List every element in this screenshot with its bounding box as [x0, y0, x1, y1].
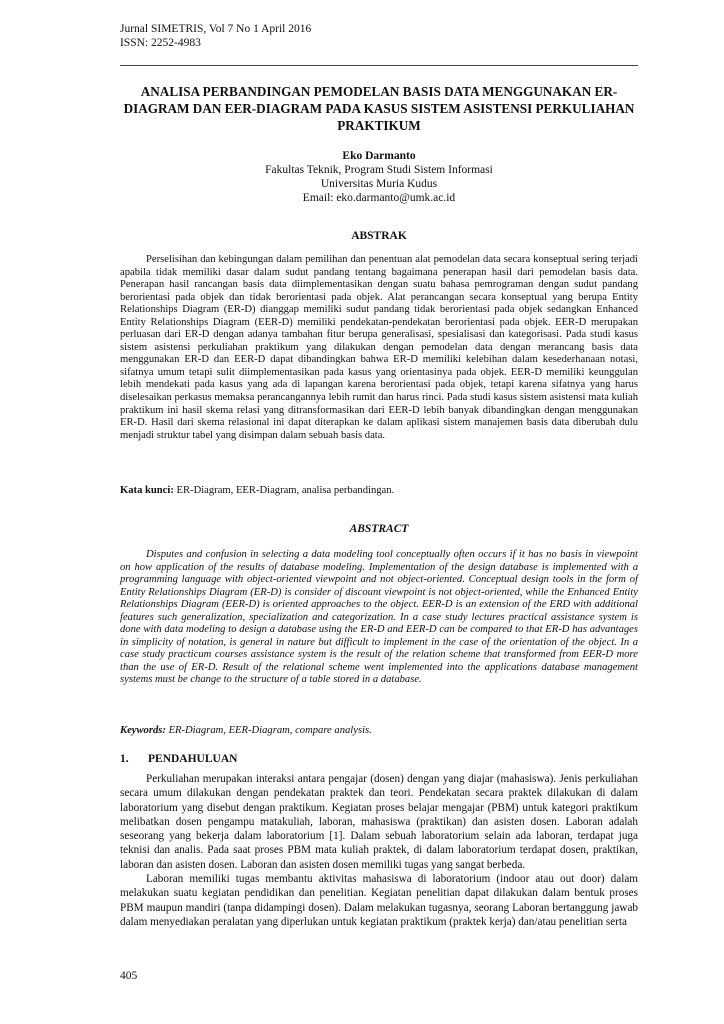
page-number: 405 [120, 970, 138, 982]
section-title: PENDAHULUAN [148, 753, 238, 765]
author-affiliation: Fakultas Teknik, Program Studi Sistem Informasi [265, 164, 493, 176]
abstract-text: Disputes and confusion in selecting a data modeling tool conceptually often occurs if it has no basis in viewpoint on how application of the results of database modeling. Implementation of the design database is implemented with a programming language with object-oriented viewpoint and not object-oriented. Conceptual design tools in the form of Entity Relationships Diagram (ER-D) is consider of discount viewpoint is not object-oriented, while the Enhanced Entity Relationships Diagram (EER-D) is oriented approaches to the object. EER-D is an extension of the ERD with additional features such generalization, specialization and categorization. In a case study lectures practical assistance system is done with data modeling to design a database using the ER-D and EER-D can be compared to that ER-D has advantages in simplicity of notation, is general in nature but difficult to implement in the case of the orientation of the object. In a case study practicum courses assistance system is the result of the relation scheme that transformed from EER-D more than the use of ER-D. Result of the relational scheme went implemented into the applications database management systems must be change to the structure of a table stored in a database. [120, 549, 638, 686]
author-university: Universitas Muria Kudus [320, 178, 438, 190]
keywords-text: ER-Diagram, EER-Diagram, compare analysis. [168, 725, 372, 736]
abstrak-heading: ABSTRAK [351, 230, 407, 242]
body-paragraph-2: Laboran memiliki tugas membantu aktivitas mahasiswa di laboratorium (indoor atau out door) dalam melakukan suatu kegiatan pendidikan dan penelitian. Kegiatan penelitian dapat dilakukan dalam bentuk proses PBM maupun mandiri (tanpa didampingi dosen). Dalam melakukan tugasnya, seorang Laboran bertanggung jawab dalam menyediakan peralatan yang diperlukan untuk kegiatan praktikum (praktek kerja) dan/atau penelitian serta [120, 873, 638, 928]
abstrak-text: Perselisihan dan kebingungan dalam pemilihan dan penentuan alat pemodelan data secara konseptual sering terjadi apabila tidak memiliki dasar dalam sudut pandang tentang bagaimana penerapan hasil dari pemodelan basis data. Penerapan hasil rancangan basis data diimplementasikan dengan suatu bahasa pemrograman dengan sudut pandang berorientasi pada objek dan tidak berorientasi pada objek. Alat perancangan secara konseptual yang berupa Entity Relationships Diagram (ER-D) dianggap memiliki sudut pandang tidak berorientasi pada objek sedangkan Enhanced Entity Relationships Diagram (EER-D) memiliki pendekatan-pendekatan berorientasi pada objek. EER-D merupakan perluasan dari ER-D dengan adanya tambahan fitur berupa generalisasi, spesialisasi dan kategorisasi. Pada studi kasus sistem asistensi perkuliahan praktikum yang dilakukan dengan pemodelan data dengan merancang basis data menggunakan ER-D dan EER-D dapat dibandingkan bahwa ER-D memiliki kelebihan dalam kesederhanaan notasi, sifatnya umum tetapi sulit diimplementasikan pada kasus yang orientasinya pada objek. EER-D memiliki keunggulan lebih mendekati pada kasus yang ada di lapangan karena berorientasi pada objek, tetapi karena sifatnya yang harus diselesaikan perkasus memaksa perancangannya lebih rumit dan harus rinci. Pada studi kasus sistem asistensi mata kuliah praktikum ini hasil skema relasi yang ditransformasikan dari EER-D lebih banyak dibandingkan dengan menggunakan ER-D. Hasil dari skema relasional ini dapat diterapkan ke dalam aplikasi sistem manajemen basis data diberubah dulu menjadi struktur tabel yang disimpan dalam sebuah basis data. [120, 254, 638, 441]
section-number: 1. [120, 753, 129, 765]
abstract-heading: ABSTRACT [349, 523, 409, 535]
kata-kunci-text: ER-Diagram, EER-Diagram, analisa perbandingan. [176, 485, 395, 496]
keywords-label: Keywords: [120, 725, 166, 736]
issn: ISSN: 2252-4983 [120, 37, 201, 49]
header-rule [120, 65, 638, 66]
paper-title: ANALISA PERBANDINGAN PEMODELAN BASIS DATA MENGGUNAKAN ER-DIAGRAM DAN EER-DIAGRAM PADA KASUS SISTEM ASISTENSI PERKULIAHAN PRAKTIKUM [123, 84, 635, 133]
author-name: Eko Darmanto [342, 150, 416, 162]
journal-name: Jurnal SIMETRIS, Vol 7 No 1 April 2016 [120, 23, 312, 35]
running-header [120, 22, 311, 50]
kata-kunci [120, 484, 638, 497]
body-paragraph-1: Perkuliahan merupakan interaksi antara pengajar (dosen) dengan yang diajar (mahasiswa). Jenis perkuliahan secara umum dilakukan dengan pendekatan praktek dan teori. Pendekatan secara praktek dilakukan di dalam laboratorium yang disebut dengan praktikum. Kegiatan proses belajar mengajar (PBM) untuk kategori praktikum melibatkan dosen pengampu matakuliah, laboran, mahasiswa (praktikan) dan asisten dosen. Laboran adalah seseorang yang bekerja dalam laboratorium [1]. Dalam sebuah laboratorium selain ada laboran, terdapat juga teknisi dan analis. Pada saat proses PBM mata kuliah praktek, di dalam laboratorium terdapat dosen, praktikan, laboran dan asisten dosen. Laboran dan asisten dosen memiliki tugas yang sangat berbeda. [120, 773, 638, 871]
author-email: Email: eko.darmanto@umk.ac.id [302, 192, 456, 204]
author-block [110, 149, 648, 205]
kata-kunci-label: Kata kunci: [120, 485, 174, 496]
keywords [120, 724, 638, 737]
section-heading-pendahuluan [120, 753, 237, 765]
